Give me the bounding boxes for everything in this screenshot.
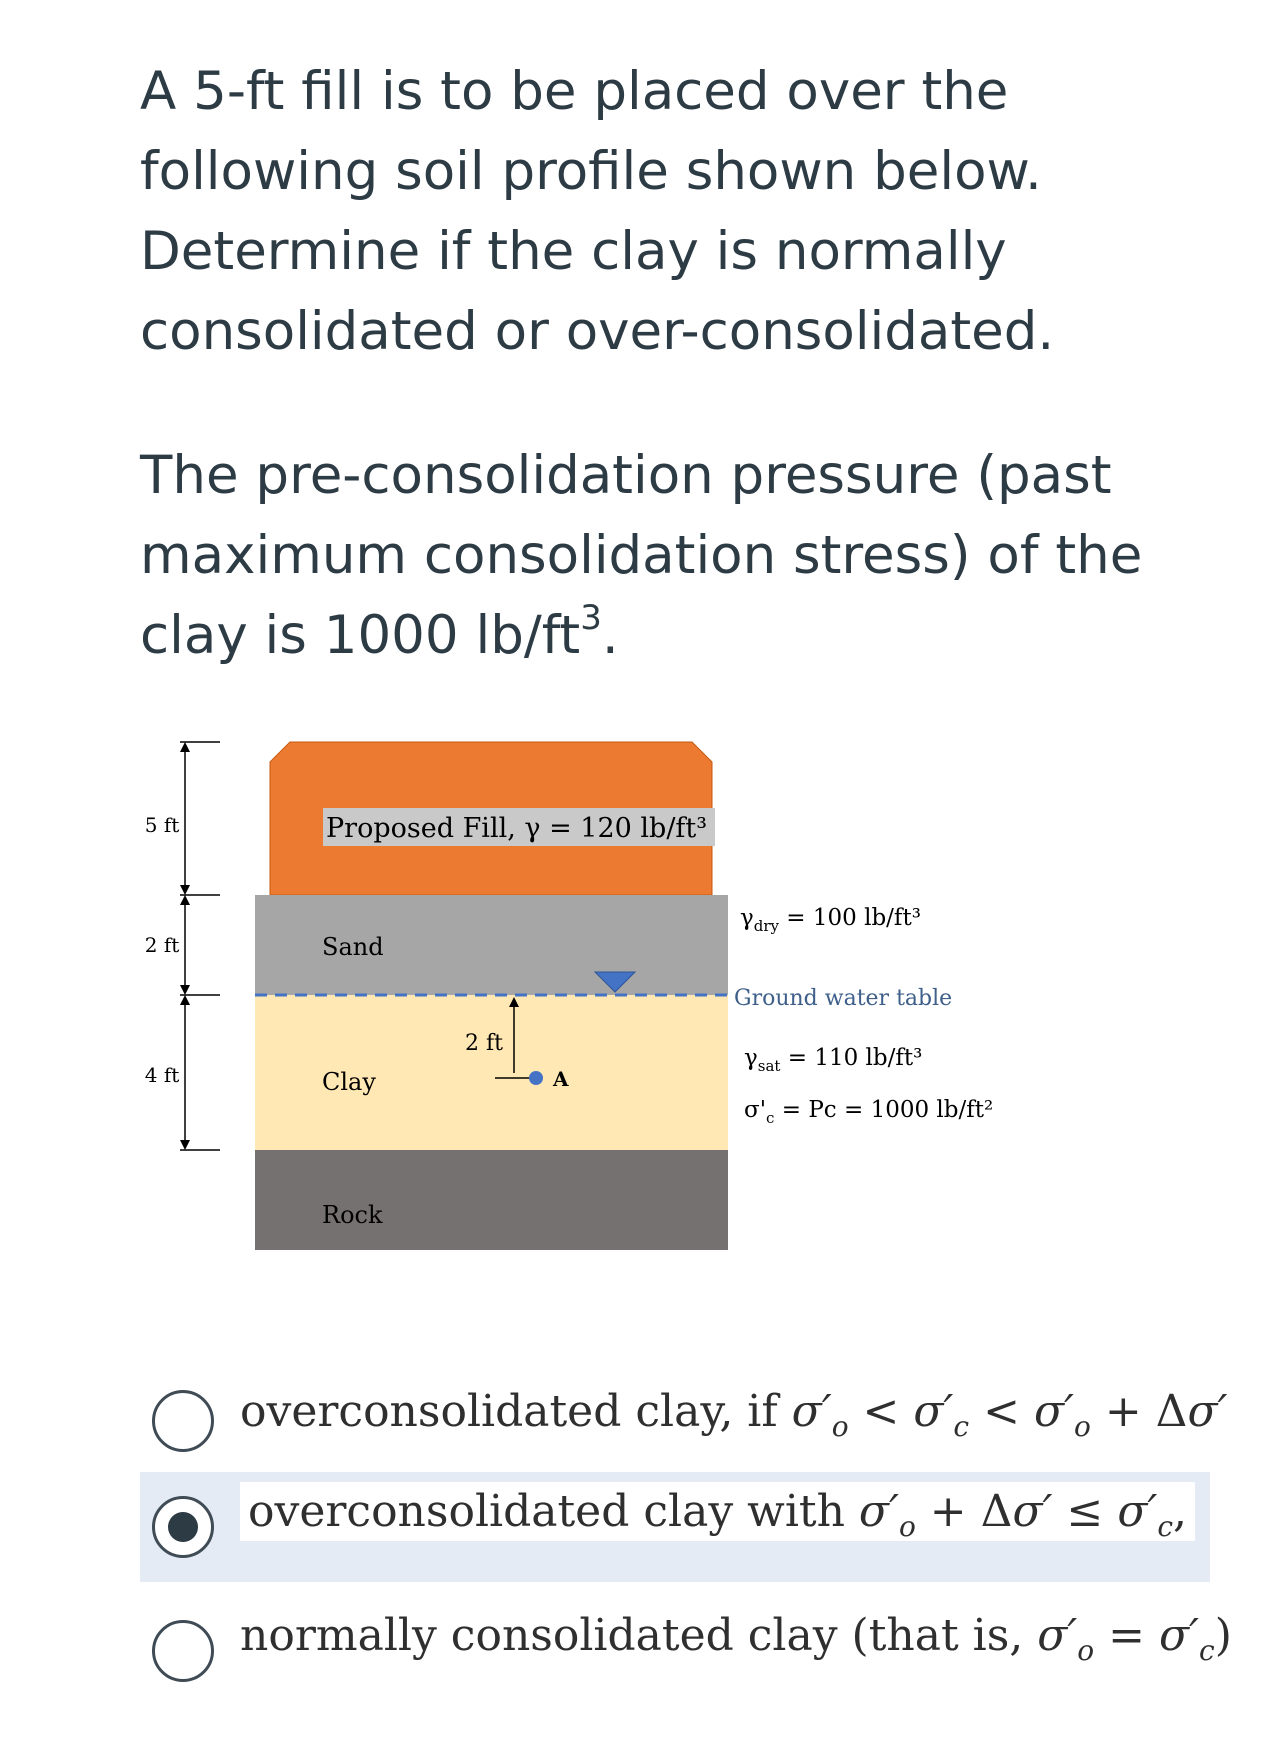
point-a-label: A [553,1067,569,1091]
clay-label: Clay [322,1068,376,1096]
question-superscript: 3 [580,598,602,638]
gamma-dry-label: $\gamma_{dry} = 100$ lb/ft³ [740,905,921,935]
dimension-label-4ft: 4 ft [144,1063,180,1087]
question-paragraph-1: A 5-ft fill is to be placed over the following soil profile shown below. Determine if the clay is normally consolidated or over-consolidated. [140,61,1055,362]
radio-button-2[interactable] [152,1496,214,1558]
preconsolidation-label: $\sigma'_c = Pc = 1000$ lb/ft² [744,1097,994,1127]
soil-profile-diagram [140,735,1120,1305]
answer-option-3-label[interactable]: normally consolidated clay (that is, $\sigma'_o = \sigma'_c$) [240,1610,1232,1667]
radio-selected-dot [168,1512,198,1542]
dimension-ticks [180,742,220,1150]
dimension-label-2ft: 2 ft [144,933,180,957]
dimension-label-5ft: 5 ft [144,813,180,837]
answer-option-3[interactable] [140,1598,1232,1708]
answer-option-1-label[interactable]: overconsolidated clay, if $\sigma'_o < \sigma'_c < \sigma'_o + \Delta\sigma'$ [240,1386,1228,1443]
point-dimension-label: 2 ft [465,1031,503,1056]
rock-label: Rock [322,1201,383,1229]
answer-option-2-label[interactable]: overconsolidated clay with $\sigma'_o + \Delta\sigma' \le \sigma'_c$, [240,1482,1195,1541]
sand-label: Sand [322,933,384,961]
answer-option-1[interactable] [140,1368,1228,1478]
point-a-marker [529,1071,543,1085]
question-period: . [601,605,619,666]
question-paragraph-2 [140,436,1220,676]
question-paragraph-2-text: The pre-consolidation pressure (past maximum consolidation stress) of the clay is 1000 lb/ft [140,445,1143,666]
radio-button-3[interactable] [152,1620,214,1682]
answer-option-2[interactable] [140,1472,1210,1582]
radio-button-1[interactable] [152,1390,214,1452]
soil-profile-svg [140,735,1120,1305]
gamma-sat-label: $\gamma_{sat} = 110$ lb/ft³ [744,1045,923,1075]
water-table-label: Ground water table [734,986,953,1011]
fill-label: Proposed Fill, γ = 120 lb/ft³ [326,813,708,844]
rock-layer [255,1150,728,1250]
